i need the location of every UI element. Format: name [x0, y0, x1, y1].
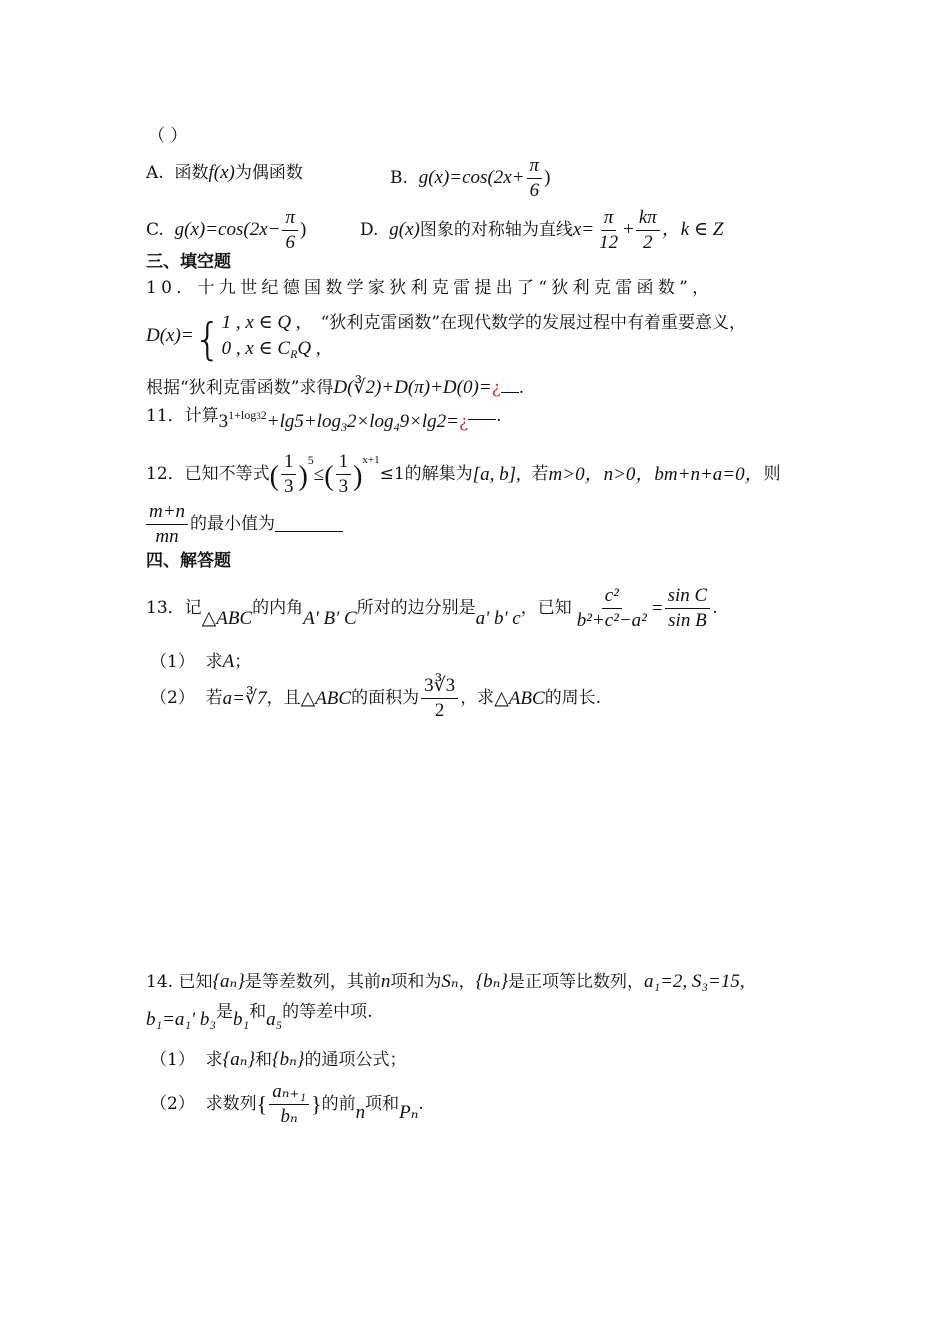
q9-option-a: A. 函数f(x)为偶函数 — [146, 162, 303, 183]
section-title-fill-in: 三、填空题 — [146, 252, 231, 272]
q13-part2: （2） 若a=∛7，且△ABC的面积为 $\frac{3∛3}{2}$ ，求△ABC的周长. — [150, 675, 602, 721]
q12-line2: $\frac{m+n}{mn}$ 的最小值为 — [146, 502, 343, 547]
q12-line1: 12．已知不等式( $\frac{1}{3}$ )$^5$≤( $\frac{1}{3}$ )$^{x+1}$≤1的解集为[a, b], 若m>0，n>0，bm+n+a=0，则 — [146, 451, 781, 497]
q14-part1: （1） 求{aₙ}和{bₙ}的通项公式； — [150, 1049, 407, 1070]
q14-line1: 14. 已知{aₙ}是等差数列，其前n项和为Sₙ，{bₙ}是正项等比数列，a₁=2, S₃=15, — [146, 971, 745, 992]
q9-option-c: C. g(x)=cos(2x− $\frac{\pi}{6}$ ) — [146, 207, 307, 253]
q13-statement: 13．记△ABC的内角A' B' C所对的边分别是a' b' c，已知 $\frac{\text{c²}}{\text{b²+c²−a²}}$ = $\frac{\text{sin C}}{\text{sin B}}$ . — [146, 585, 718, 631]
q11: 11．计算$31+\log 32+\lg 5+\log_32\times\log_49\times\lg 2=¿$ . — [146, 406, 502, 434]
q10-line1: 10．十九世纪德国数学家狄利克雷提出了“狄利克雷函数”， — [146, 278, 714, 298]
section-title-solve: 四、解答题 — [146, 551, 231, 571]
q9-option-d: D. g(x)图象的对称轴为直线x= $\frac{\pi}{12}$ + $\frac{k\pi}{2}$ ，k ∈ Z — [360, 207, 724, 253]
q10-line3: 根据“狄利克雷函数”求得D(∛2)+D(π)+D(0)=¿ . — [146, 377, 525, 398]
q14-part2: （2） 求数列{ $\frac{\text{aₙ₊₁}}{\text{bₙ}}$ }的前n项和Pₙ. — [150, 1081, 424, 1127]
q14-line2: b₁=a₁' b₃是b₁和a₅的等差中项. — [146, 1002, 373, 1030]
q10-definition: D(x)={ 1 , x ∈ Q , 0 , x ∈ $C_RQ$ , “狄利克雷函数”在现代数学的发展过程中有着重要意义， — [146, 312, 747, 365]
q13-part1: （1） 求A； — [150, 651, 252, 672]
q9-paren: （ ） — [148, 126, 188, 146]
q9-option-b: B. g(x)=cos(2x+ $\frac{\pi}{6}$ ) — [390, 155, 551, 201]
